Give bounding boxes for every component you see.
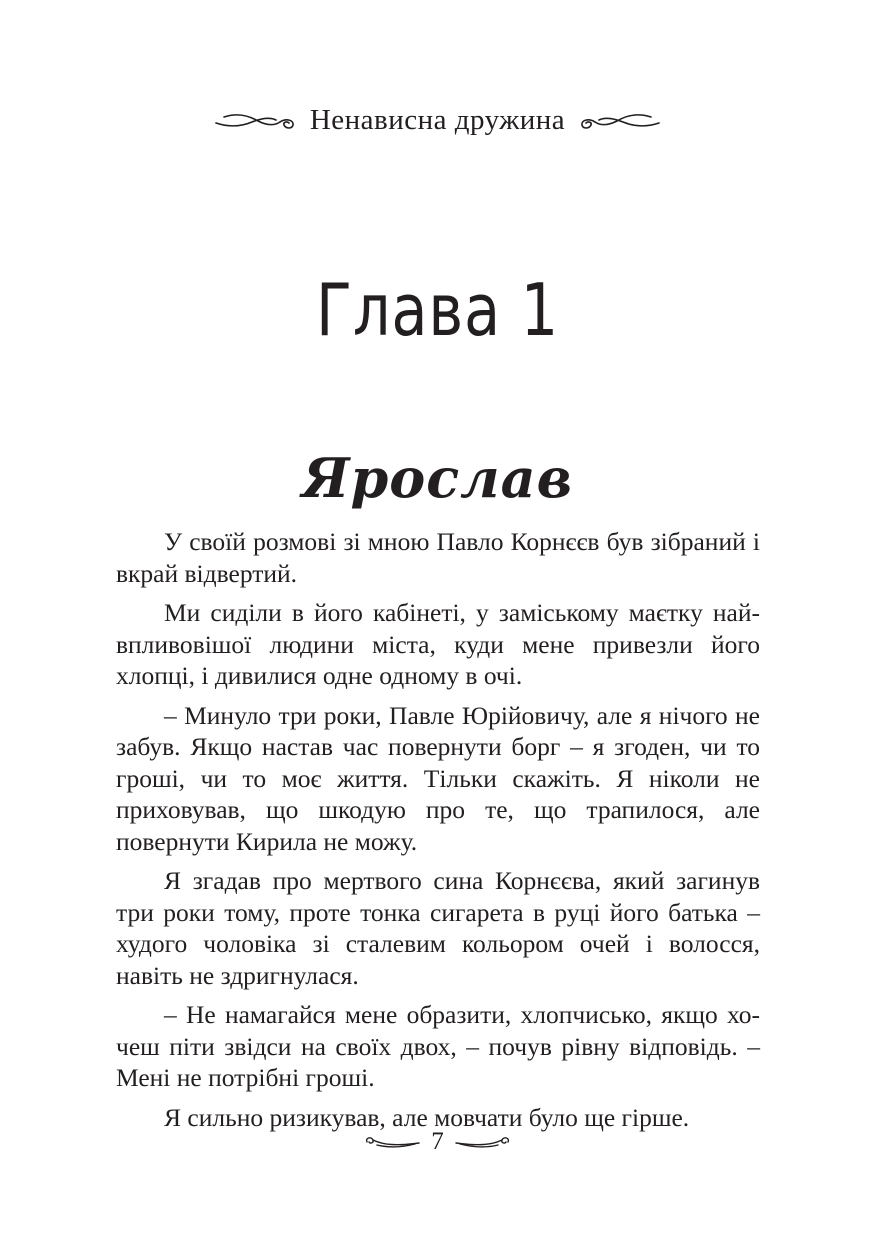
chapter-title: Глава 1 [316, 268, 559, 352]
book-title: Ненависна дружина [309, 103, 566, 136]
paragraph: Я сильно ризикував, але мовчати було ще гірше. [164, 1102, 690, 1132]
paragraph: Я згадав про мертвого сина Корнєєва, який загинув три роки тому, проте тонка сигарета в руці його батька – худого чоловіка зі сталевим кольором очей і волосся, навіть не здригнулася. [116, 866, 760, 990]
paragraph: У своїй розмові зі мною Павло Корнєєв був зібраний і вкрай відвертий. [116, 527, 760, 588]
flourish-right-icon [579, 107, 661, 133]
page-footer [0, 1124, 875, 1160]
chapter-pov-heading: Ярослав [301, 446, 574, 510]
flourish-left-icon [214, 107, 296, 133]
paragraph: – Минуло три роки, Павле Юрійовичу, але я нічого не забув. Якщо настав час повернути борг – я згоден, чи то гроші, чи то моє життя. Тільки скажіть. Я ніколи не приховував, що шкодую про те, що трапилося, але повернути Кирила не можу. [116, 700, 760, 856]
page-number: 7 [431, 1128, 444, 1155]
flourish-right-icon [454, 1133, 512, 1151]
paragraph: Ми сиділи в його кабінеті, у заміському маєтку найвпливовішої людини міста, куди мене привезли його хлопці, і дивилися одне одному в очі. [116, 598, 760, 690]
paragraph: – Не намагайся мене образити, хлопчисько, якщо хочеш піти звідси на своїх двох, – почув рівну відповідь. – Мені не потрібні гроші. [116, 1000, 760, 1092]
running-header [0, 96, 875, 144]
flourish-left-icon [363, 1133, 421, 1151]
body-text [116, 526, 760, 1141]
